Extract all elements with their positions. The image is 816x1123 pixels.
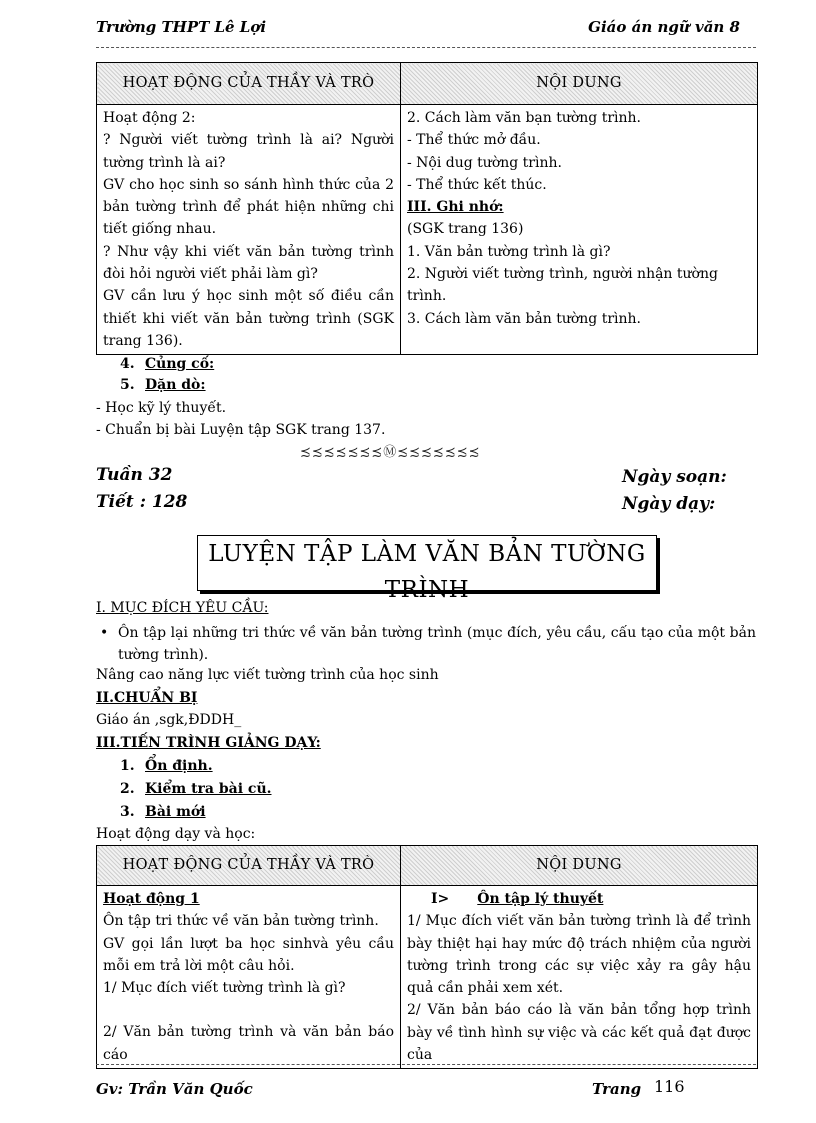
section-3-heading: III.TIẾN TRÌNH GIẢNG DẠY: xyxy=(96,735,321,751)
ornament-divider: ≾≾≾≾≾≾≾Ⓜ≾≾≾≾≾≾≾ xyxy=(300,445,481,460)
table1-activity-title: Hoạt động 2: xyxy=(103,110,196,126)
section-1-bullet: • Ôn tập lại những tri thức về văn bản tường trình (mục đích, yêu cầu, cấu tạo của một bản tường trình). xyxy=(118,622,756,666)
summary-heading: III. Ghi nhớ: xyxy=(407,199,504,216)
activity-table-2 xyxy=(96,845,758,1069)
homework-line-1: - Học kỹ lý thuyết. xyxy=(96,400,227,416)
content-line: 2. Người viết tường trình, người nhận tường trình. xyxy=(407,266,718,305)
section-3-n2: 2. xyxy=(120,781,135,797)
header-school: Trường THPT Lê Lợi xyxy=(96,18,267,36)
step-4-number: 4. xyxy=(120,356,135,372)
table1-content-cell xyxy=(401,105,758,355)
section-3-review: Kiểm tra bài cũ. xyxy=(145,781,272,797)
homework-line-2: - Chuẩn bị bài Luyện tập SGK trang 137. xyxy=(96,422,386,438)
period-label: Tiết : 128 xyxy=(96,492,188,512)
table2-content-heading xyxy=(407,888,751,910)
section-3-new-lesson: Bài mới xyxy=(145,804,206,820)
content-line: 3. Cách làm văn bản tường trình. xyxy=(407,310,642,327)
table2-content-p1: 1/ Mục đích viết văn bản tường trình là để trình bày thiệt hại hay mức độ trách nhiệm của người tường trình trong các sự việc xảy ra gây hậu quả cần phải xem xét. xyxy=(407,913,751,997)
step-5-number: 5. xyxy=(120,377,135,393)
table1-instruction-2: GV cần lưu ý học sinh một số điều cần thiết khi viết văn bản tường trình (SGK trang 136). xyxy=(103,288,394,349)
section-marker: I> xyxy=(431,891,450,907)
prep-date-label: Ngày soạn: xyxy=(622,467,727,487)
section-2-line: Giáo án ,sgk,ĐDDH_ xyxy=(96,712,242,728)
footer-teacher: Gv: Trần Văn Quốc xyxy=(96,1080,253,1098)
footer-page-number: 116 xyxy=(654,1077,685,1096)
section-2-heading: II.CHUẨN BỊ xyxy=(96,690,198,706)
theory-review-title: Ôn tập lý thuyết xyxy=(477,891,604,907)
section-1-heading: I. MỤC ĐÍCH YÊU CẦU: xyxy=(96,600,269,616)
step-4-consolidation: Củng cố: xyxy=(145,356,215,372)
table1-question-2: ? Như vậy khi viết văn bản tường trình đòi hỏi người viết phải làm gì? xyxy=(103,243,394,283)
footer-divider xyxy=(96,1064,756,1065)
content-line: 2. Cách làm văn bạn tường trình. xyxy=(407,110,642,126)
lesson-title: LUYỆN TẬP LÀM VĂN BẢN TƯỜNG TRÌNH xyxy=(208,541,646,603)
table1-head-content: NỘI DUNG xyxy=(401,63,758,105)
section-1-line: Nâng cao năng lực viết tường trình của học sinh xyxy=(96,667,439,683)
table2-head-content: NỘI DUNG xyxy=(401,846,758,886)
table2-line: GV gọi lần lượt ba học sinhvà yêu cầu mỗi em trả lời một câu hỏi. xyxy=(103,935,394,974)
header-subject: Giáo án ngữ văn 8 xyxy=(588,18,740,36)
section-3-stabilize: Ổn định. xyxy=(145,758,213,774)
week-label: Tuần 32 xyxy=(96,465,173,485)
table2-activity-title: Hoạt động 1 xyxy=(103,891,200,907)
footer-page-word: Trang xyxy=(592,1080,642,1098)
content-line: - Thể thức mở đầu. xyxy=(407,132,541,149)
table2-line: Ôn tập tri thức về văn bản tường trình. xyxy=(103,913,379,930)
content-line: 1. Văn bản tường trình là gì? xyxy=(407,243,611,260)
table2-head-activities: HOẠT ĐỘNG CỦA THẦY VÀ TRÒ xyxy=(97,846,401,886)
header-divider xyxy=(96,47,756,48)
section-3-n3: 3. xyxy=(120,804,135,820)
section-3-n1: 1. xyxy=(120,758,135,774)
table1-question-1: ? Người viết tường trình là ai? Người tường trình là ai? xyxy=(103,132,394,171)
teach-date-label: Ngày dạy: xyxy=(622,494,716,514)
table1-head-activities: HOẠT ĐỘNG CỦA THẦY VÀ TRÒ xyxy=(97,63,401,105)
table2-content-cell xyxy=(401,886,758,1069)
content-line: - Thể thức kết thúc. xyxy=(407,176,547,193)
table2-line: 2/ Văn bản tường trình và văn bản báo cáo xyxy=(103,1024,394,1063)
table2-line: 1/ Mục đích viết tường trình là gì? xyxy=(103,980,346,997)
lesson-title-box xyxy=(197,535,657,603)
table2-activities-cell xyxy=(97,886,401,1069)
table1-activities-cell xyxy=(97,105,401,355)
content-line: (SGK trang 136) xyxy=(407,221,524,238)
table2-content-p2: 2/ Văn bản báo cáo là văn bản tổng hợp trình bày về tình hình sự việc và các kết quả đạt được của xyxy=(407,1002,751,1064)
step-5-homework: Dặn dò: xyxy=(145,377,206,393)
table1-instruction-1: GV cho học sinh so sánh hình thức của 2 bản tường trình để phát hiện những chi tiết giống nhau. xyxy=(103,176,394,238)
content-line: - Nội dug tường trình. xyxy=(407,154,562,171)
section-3-line: Hoạt động dạy và học: xyxy=(96,826,256,842)
activity-table-1 xyxy=(96,62,758,355)
